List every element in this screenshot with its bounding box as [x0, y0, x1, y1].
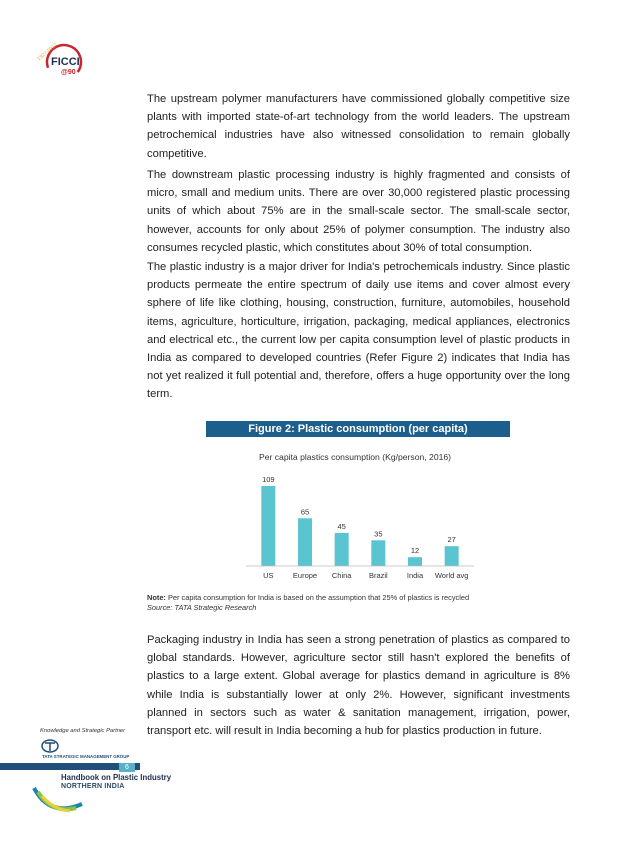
note-label: Note:	[147, 593, 166, 602]
bar-india	[408, 557, 422, 566]
paragraph-1: The upstream polymer manufacturers have commissioned globally competitive size plants with imported state-of-art technology from the world leaders. The upstream petrochemical industries have also witnessed consolidation to remain globally competitive.	[147, 93, 570, 160]
tick-label-europe: Europe	[292, 571, 318, 580]
figure-note	[147, 593, 469, 613]
paragraph-2: The downstream plastic processing industry is highly fragmented and consists of micro, small and medium units. There are over 30,000 registered plastic processing units of which about 75% are in the small-scale sector. The small-scale sector, however, accounts for only about 25% of polymer consumption. The industry also consumes recycled plastic, which constitutes about 30% of total consumption.	[147, 169, 570, 254]
ficci-years: 1927-2017	[36, 42, 59, 63]
data-label-india: 12	[410, 546, 420, 556]
paragraph-4: Packaging industry in India has seen a strong penetration of plastics as compared to global standards. However, agriculture sector still hasn't explored the benefits of plastics to a large extent. Global average for plastics demand in agriculture is 8% while India is substantially lower at only 2%. However, significant investments planned in sectors such as water & sanitation management, irrigation, power, transport etc. will result in India becoming a hub for plastics production in future.	[147, 634, 570, 738]
tick-label-china: China	[331, 571, 352, 580]
chart-title: Per capita plastics consumption (Kg/person, 2016)	[258, 452, 452, 462]
bar-world-avg	[445, 546, 459, 566]
note-source: Source: TATA Strategic Research	[147, 603, 257, 612]
tick-label-world-avg: World avg	[434, 571, 469, 580]
ficci-logo	[34, 40, 98, 84]
data-label-china: 45	[337, 521, 346, 531]
bar-chart	[220, 448, 490, 588]
ficci-wordmark: FICCI	[51, 56, 80, 68]
chart-canvas	[220, 448, 490, 588]
tata-logo	[40, 736, 140, 762]
handbook-region: NORTHERN INDIA	[61, 783, 125, 790]
data-label-us: 109	[262, 475, 275, 484]
tick-label-brazil: Brazil	[368, 571, 388, 580]
tick-label-india: India	[406, 571, 424, 580]
tata-emblem-icon	[42, 740, 58, 752]
bar-europe	[298, 518, 312, 566]
note-text: Per capita consumption for India is based on the assumption that 25% of plastics is recycled	[167, 593, 470, 602]
paragraph-3: The plastic industry is a major driver for India's petrochemicals industry. Since plastic products permeate the entire spectrum of daily use items and cover almost every sphere of life like clothing, housing, construction, furniture, automobiles, household items, agriculture, horticulture, irrigation, packaging, medical appliances, electronics and electrical etc., the current low per capita consumption level of plastic products in India as compared to developed countries (Refer Figure 2) indicates that India has not yet realized it full potential and, therefore, offers a huge opportunity over the long term.	[147, 261, 570, 401]
page-number: 6	[119, 763, 135, 772]
handbook-title: Handbook on Plastic Industry	[61, 773, 172, 782]
bar-us	[261, 486, 275, 566]
data-label-world-avg: 27	[447, 535, 456, 545]
bar-brazil	[371, 540, 385, 566]
data-label-brazil: 35	[374, 529, 383, 539]
data-label-europe: 65	[300, 507, 310, 517]
tick-label-us: US	[263, 571, 274, 580]
ficci-suffix: @90	[61, 69, 76, 76]
tata-name: TATA STRATEGIC MANAGEMENT GROUP	[42, 754, 130, 759]
partner-label: Knowledge and Strategic Partner	[40, 728, 126, 734]
figure-title: Figure 2: Plastic consumption (per capita)	[206, 421, 510, 437]
bar-china	[335, 533, 349, 566]
